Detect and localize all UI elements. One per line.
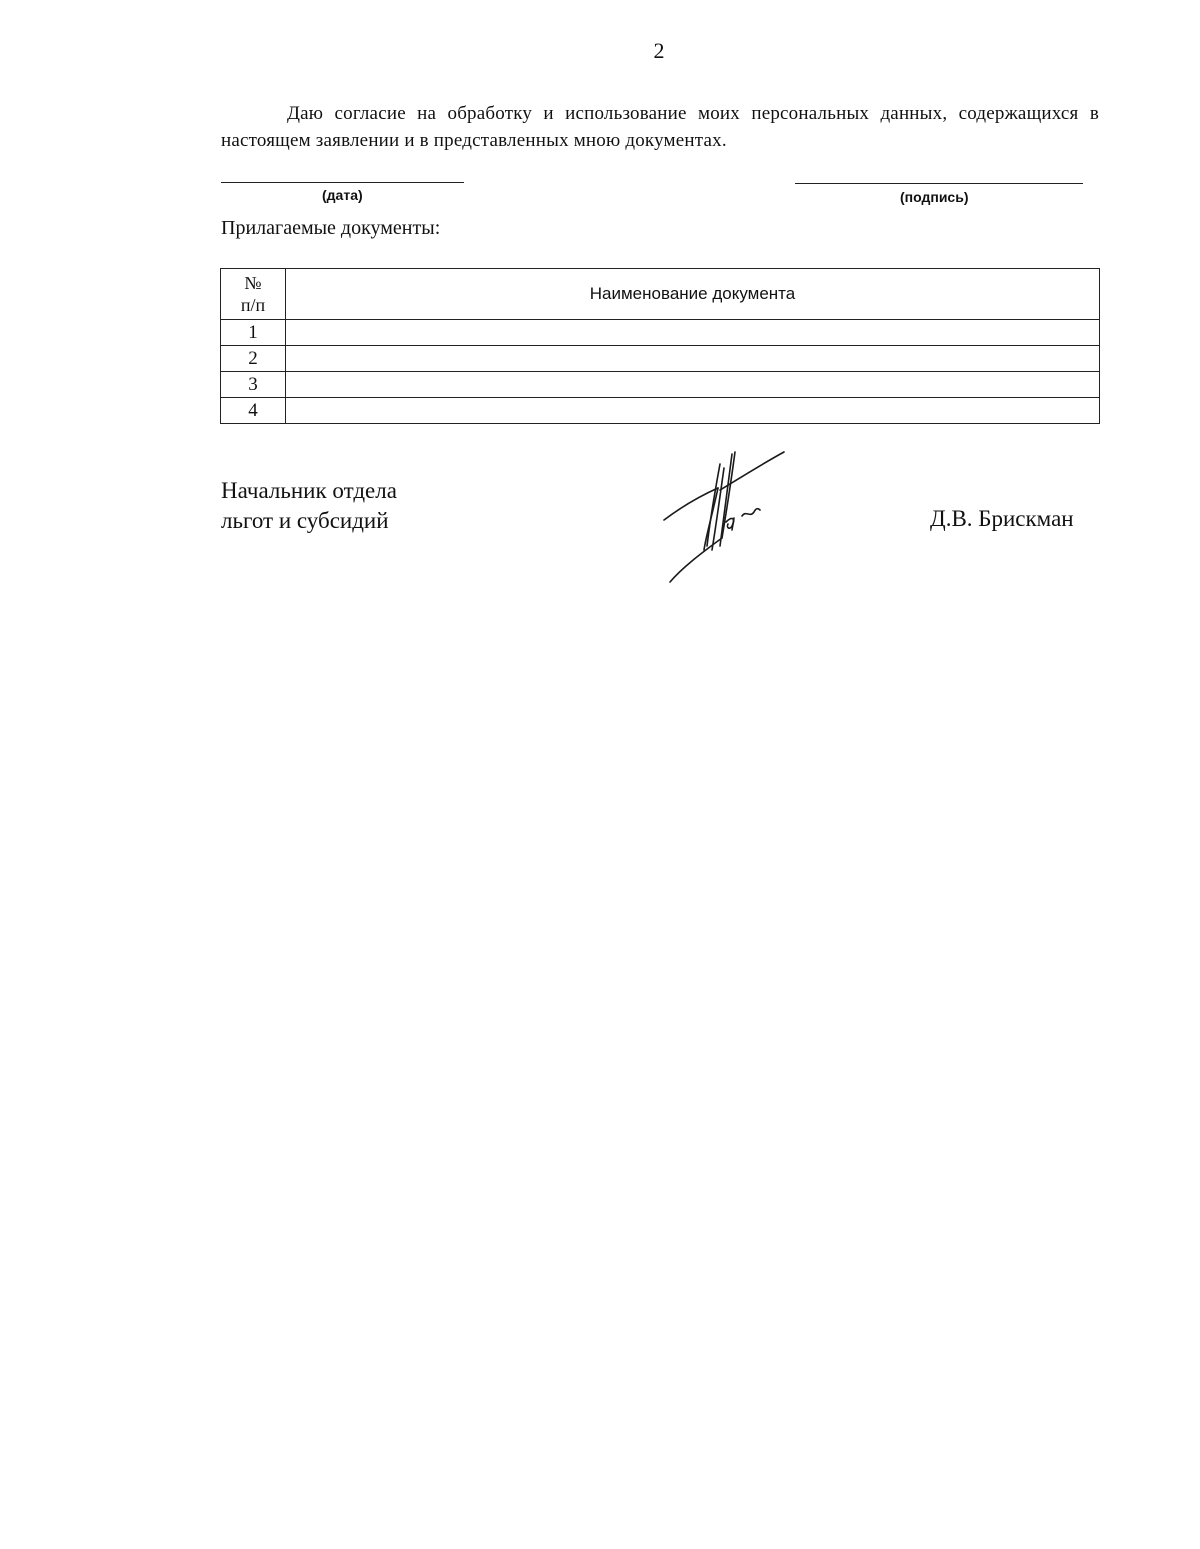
signer-position-line1: Начальник отдела [221,478,397,503]
header-number-label: п/п [240,295,266,315]
handwritten-signature [660,446,790,586]
table-row [221,320,1100,346]
attached-documents-table [220,268,1100,424]
header-number [221,269,286,320]
header-number-symbol: № [244,273,262,293]
date-line [221,182,464,183]
row-document-name [286,346,1100,372]
table-row [221,346,1100,372]
header-document-name: Наименование документа [286,269,1100,320]
row-number: 2 [221,346,286,372]
row-number: 1 [221,320,286,346]
table-header-row [221,269,1100,320]
consent-paragraph: Даю согласие на обработку и использование моих персональных данных, содержащихся в настоящем заявлении и в представленных мною документах. [221,103,1099,151]
table-row [221,398,1100,424]
signer-position [221,476,397,536]
signer-position-line2: льгот и субсидий [221,508,389,533]
row-document-name [286,372,1100,398]
table-row [221,372,1100,398]
attached-documents-title: Прилагаемые документы: [221,217,441,239]
page-number: 2 [653,38,665,63]
row-number: 4 [221,398,286,424]
signature-line [795,183,1083,184]
row-number: 3 [221,372,286,398]
row-document-name [286,320,1100,346]
signer-name: Д.В. Брискман [930,506,1074,531]
date-caption: (дата) [322,187,363,203]
row-document-name [286,398,1100,424]
signature-caption: (подпись) [900,189,969,205]
